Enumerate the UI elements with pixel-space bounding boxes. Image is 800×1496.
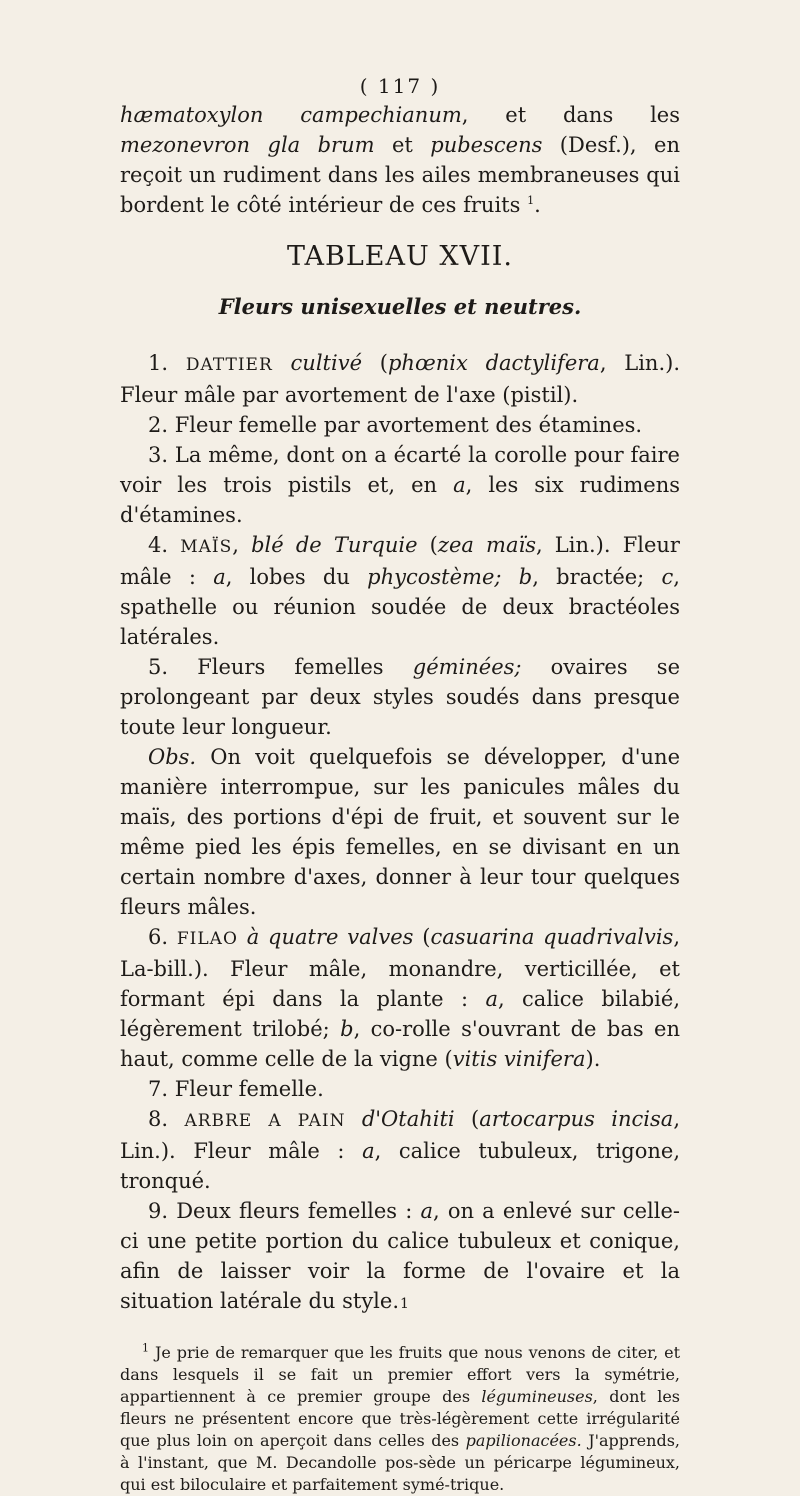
item-5 bbox=[120, 652, 680, 742]
item-text bbox=[345, 1107, 361, 1131]
item-text: 3. La même, dont on a écarté la corolle pour faire voir les trois pistils et, en bbox=[120, 443, 680, 497]
intro-species: hæmatoxylon campechianum bbox=[120, 103, 462, 127]
table-title: TABLEAU XVII. bbox=[287, 241, 513, 272]
intro-text: . bbox=[534, 193, 541, 217]
figure-letter: a bbox=[362, 1139, 375, 1163]
obs-label: Obs. bbox=[148, 745, 197, 769]
intro-text: et bbox=[374, 133, 431, 157]
footnote-mark: 1 bbox=[142, 1341, 149, 1355]
item-text: , Lin.). Fleur mâle : bbox=[120, 533, 680, 589]
footnote bbox=[120, 1342, 680, 1496]
item-text: , Lin.). Fleur mâle : bbox=[120, 1107, 681, 1163]
figure-letter: a bbox=[485, 987, 498, 1011]
item-number: 6. bbox=[148, 925, 169, 949]
footnote-text: , dont les fleurs ne présentent encore que très-légèrement cette irrégularité que plus loin on aperçoit dans celles des bbox=[120, 1387, 680, 1450]
item-text-italic: phycostème; b bbox=[367, 565, 533, 589]
item-text: , calice tubuleux, trigone, tronqué. bbox=[120, 1139, 680, 1193]
page-text bbox=[120, 100, 680, 1496]
item-8 bbox=[120, 1104, 680, 1196]
figure-letter: a bbox=[213, 565, 226, 589]
item-3 bbox=[120, 440, 680, 530]
item-7: 7. Fleur femelle. bbox=[148, 1077, 324, 1101]
plant-name: ARBRE A PAIN bbox=[184, 1111, 346, 1131]
footnote-italic: papilionacées. bbox=[465, 1431, 582, 1450]
plant-name: MAÏS bbox=[180, 537, 233, 557]
table-subtitle: Fleurs unisexuelles et neutres. bbox=[218, 294, 582, 319]
figure-letter: a bbox=[453, 473, 466, 497]
intro-species: mezonevron gla brum bbox=[120, 133, 375, 157]
figure-letter: b bbox=[340, 1017, 354, 1041]
item-6 bbox=[120, 922, 680, 1074]
item-text: , calice bilabié, légèrement trilobé; bbox=[120, 987, 680, 1041]
item-text: 9. Deux fleurs femelles : bbox=[148, 1199, 421, 1223]
item-text bbox=[273, 351, 291, 375]
figure-letter: a bbox=[420, 1199, 433, 1223]
observation bbox=[120, 742, 680, 922]
latin-name: casuarina quadrivalvis bbox=[430, 925, 674, 949]
signature-mark: 1 bbox=[400, 1296, 409, 1312]
latin-name: vitis vinifera bbox=[452, 1047, 586, 1071]
item-text: , spathelle ou réunion soudée de deux bractéoles latérales. bbox=[120, 565, 680, 649]
item-text: ovaires se prolongeant par deux styles soudés dans presque toute leur longueur. bbox=[120, 655, 680, 739]
item-number: 8. bbox=[148, 1107, 169, 1131]
item-text: , on a enlevé sur celle-ci une petite portion du calice tubuleux et conique, afin de laisser voir la forme de l'ovaire et la situation latérale du style. bbox=[120, 1199, 680, 1313]
item-number: 1. bbox=[148, 351, 169, 375]
item-text-italic: à quatre valves bbox=[246, 925, 414, 949]
item-text: , lobes du bbox=[225, 565, 368, 589]
intro-species: pubescens bbox=[430, 133, 543, 157]
item-text-italic: blé de Turquie bbox=[251, 533, 418, 557]
plant-name: DATTIER bbox=[185, 355, 273, 375]
item-text: ( bbox=[454, 1107, 480, 1131]
item-text-italic: géminées; bbox=[412, 655, 522, 679]
item-text: ( bbox=[417, 533, 438, 557]
footnote-italic: légumineuses bbox=[481, 1387, 593, 1406]
plant-name: FILAO bbox=[176, 929, 238, 949]
intro-text: , et dans les bbox=[461, 103, 680, 127]
item-text: , Lin.). Fleur mâle par avortement de l'axe (pistil). bbox=[120, 351, 680, 407]
footnote-text: J'apprends, à l'instant, que M. Decandolle pos-sède un péricarpe légumineux, qui est biloculaire et parfaitement symé-trique. bbox=[120, 1431, 680, 1494]
item-text: ( bbox=[362, 351, 388, 375]
item-number: 4. bbox=[148, 533, 169, 557]
item-text: , co-rolle s'ouvrant de bas en haut, comme celle de la vigne ( bbox=[120, 1017, 680, 1071]
intro-paragraph bbox=[120, 100, 680, 220]
item-text: , les six rudimens d'étamines. bbox=[120, 473, 681, 527]
item-text: ( bbox=[413, 925, 431, 949]
footnote-ref[interactable]: 1 bbox=[527, 194, 535, 207]
intro-text: (Desf.), en reçoit un rudiment dans les ailes membraneuses qui bordent le côté intérieur de ces fruits bbox=[120, 133, 680, 217]
item-text: , bractée; bbox=[532, 565, 662, 589]
footnote-text: Je prie de remarquer que les fruits que nous venons de citer, et dans lesquels il se fait un premier effort vers la symétrie, appartiennent à ce premier groupe des bbox=[120, 1343, 680, 1406]
item-1 bbox=[120, 348, 680, 410]
item-text: 5. Fleurs femelles bbox=[148, 655, 413, 679]
item-2: 2. Fleur femelle par avortement des étamines. bbox=[148, 413, 643, 437]
latin-name: phœnix dactylifera bbox=[387, 351, 600, 375]
item-text: , bbox=[232, 533, 252, 557]
obs-text: On voit quelquefois se développer, d'une manière interrompue, sur les panicules mâles du maïs, des portions d'épi de fruit, et souvent sur le même pied les épis femelles, en se divisant en un certain nombre d'axes, donner à leur tour quelques fleurs mâles. bbox=[120, 745, 680, 919]
page-number: ( 117 ) bbox=[359, 74, 441, 98]
figure-letter: c bbox=[661, 565, 674, 589]
item-text bbox=[238, 925, 247, 949]
item-text-italic: cultivé bbox=[290, 351, 362, 375]
item-text: ). bbox=[585, 1047, 601, 1071]
latin-name: artocarpus incisa bbox=[479, 1107, 674, 1131]
latin-name: zea maïs bbox=[437, 533, 536, 557]
item-text-italic: d'Otahiti bbox=[361, 1107, 455, 1131]
item-4 bbox=[120, 530, 680, 652]
item-text: , La-bill.). Fleur mâle, monandre, verticillée, et formant épi dans la plante : bbox=[120, 925, 680, 1011]
